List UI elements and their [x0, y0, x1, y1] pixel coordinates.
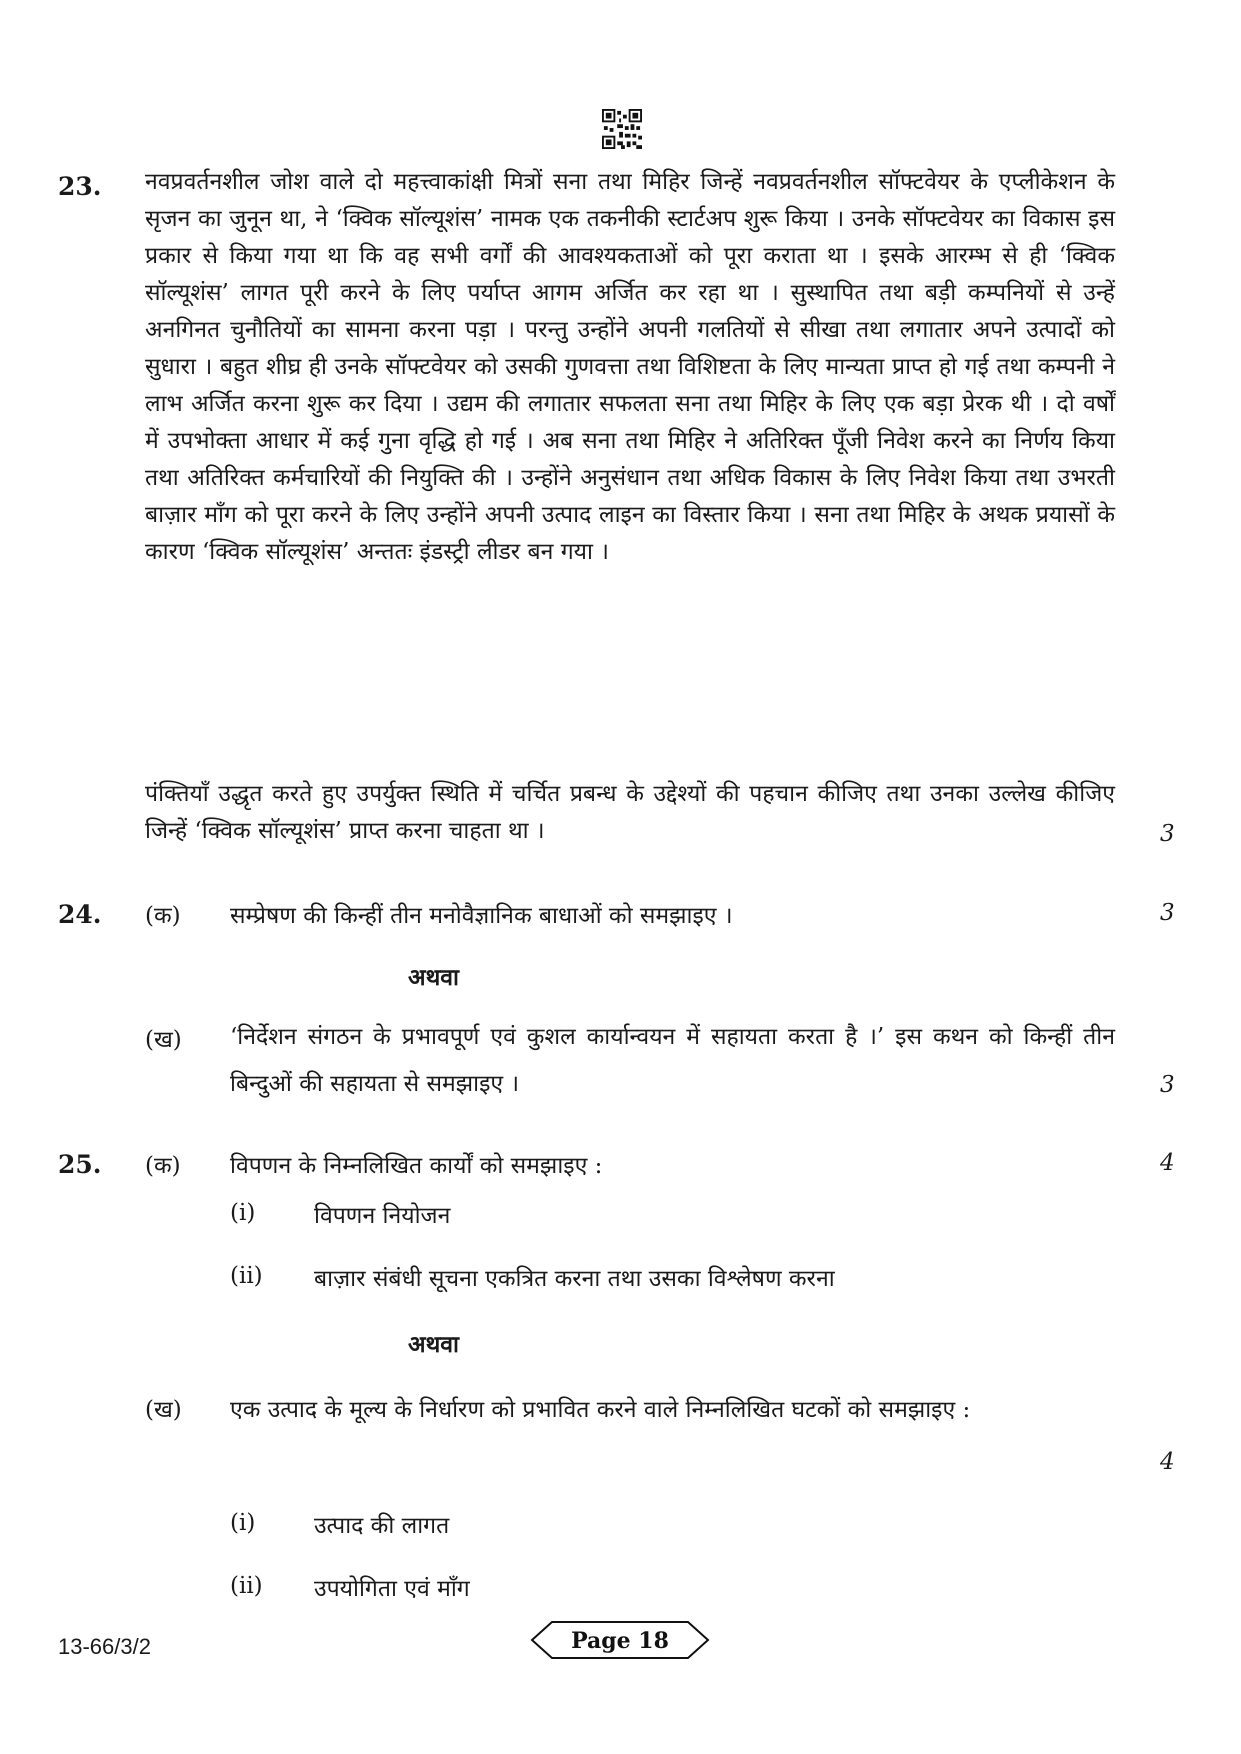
- item-label: (i): [230, 1200, 256, 1226]
- page-number: Page 18: [571, 1628, 669, 1654]
- question-number: 24.: [58, 900, 102, 929]
- marks: 3: [1160, 1072, 1175, 1098]
- page-number-badge: [530, 1620, 710, 1660]
- item-label: (ii): [230, 1573, 263, 1599]
- option-a-text: विपणन के निम्नलिखित कार्यों को समझाइए :: [230, 1153, 603, 1179]
- item-label: (ii): [230, 1263, 263, 1289]
- item-text: बाज़ार संबंधी सूचना एकत्रित करना तथा उसका विश्लेषण करना: [314, 1266, 835, 1292]
- marks: 3: [1160, 900, 1175, 926]
- question-number: 25.: [58, 1150, 102, 1179]
- marks: 4: [1160, 1449, 1175, 1475]
- item-label: (i): [230, 1510, 256, 1536]
- marks: 3: [1160, 821, 1175, 847]
- marks: 4: [1160, 1150, 1175, 1176]
- option-b-label: (ख): [145, 1397, 182, 1423]
- question-text: पंक्तियाँ उद्धृत करते हुए उपर्युक्त स्थिति में चर्चित प्रबन्ध के उद्देश्यों की पहचान कीजिए तथा उनका उल्लेख कीजिए जिन्हें ‘क्विक सॉल्यूशंस’ प्राप्त करना चाहता था ।: [145, 781, 1115, 844]
- item-text: विपणन नियोजन: [314, 1203, 451, 1229]
- option-b-text: ‘निर्देशन संगठन के प्रभावपूर्ण एवं कुशल कार्यान्वयन में सहायता करता है ।’ इस कथन को किन्हीं तीन बिन्दुओं की सहायता से समझाइए ।: [230, 1024, 1115, 1097]
- paper-code: 13-66/3/2: [58, 1634, 151, 1659]
- or-separator: अथवा: [408, 964, 460, 991]
- item-text: उत्पाद की लागत: [314, 1513, 450, 1539]
- option-a-label: (क): [145, 903, 181, 929]
- option-a-text: सम्प्रेषण की किन्हीं तीन मनोवैज्ञानिक बाधाओं को समझाइए ।: [230, 903, 733, 929]
- item-text: उपयोगिता एवं माँग: [314, 1576, 470, 1602]
- option-b-text: एक उत्पाद के मूल्य के निर्धारण को प्रभावित करने वाले निम्नलिखित घटकों को समझाइए :: [230, 1397, 971, 1423]
- qr-code-icon: [602, 108, 642, 150]
- question-number: 23.: [58, 172, 102, 201]
- or-separator: अथवा: [408, 1331, 460, 1358]
- case-paragraph: नवप्रवर्तनशील जोश वाले दो महत्त्वाकांक्षी मित्रों सना तथा मिहिर जिन्हें नवप्रवर्तनशील सॉफ्टवेयर के एप्लीकेशन के सृजन का जुनून था, ने ‘क्विक सॉल्यूशंस’ नामक एक तकनीकी स्टार्टअप शुरू किया । उनके सॉफ्टवेयर का विकास इस प्रकार से किया गया था कि वह सभी वर्गों की आवश्यकताओं को पूरा कराता था । इसके आरम्भ से ही ‘क्विक सॉल्यूशंस’ लागत पूरी करने के लिए पर्याप्त आगम अर्जित कर रहा था । सुस्थापित तथा बड़ी कम्पनियों से उन्हें अनगिनत चुनौतियों का सामना करना पड़ा । परन्तु उन्होंने अपनी गलतियों से सीखा तथा लगातार अपने उत्पादों को सुधारा । बहुत शीघ्र ही उनके सॉफ्टवेयर को उसकी गुणवत्ता तथा विशिष्टता के लिए मान्यता प्राप्त हो गई तथा कम्पनी ने लाभ अर्जित करना शुरू कर दिया । उद्यम की लगातार सफलता सना तथा मिहिर के लिए एक बड़ा प्रेरक थी । दो वर्षों में उपभोक्ता आधार में कई गुना वृद्धि हो गई । अब सना तथा मिहिर ने अतिरिक्त पूँजी निवेश करने का निर्णय किया तथा अतिरिक्त कर्मचारियों की नियुक्ति की । उन्होंने अनुसंधान तथा अधिक विकास के लिए निवेश किया तथा उभरती बाज़ार माँग को पूरा करने के लिए उन्होंने अपनी उत्पाद लाइन का विस्तार किया । सना तथा मिहिर के अथक प्रयासों के कारण ‘क्विक सॉल्यूशंस’ अन्ततः इंडस्ट्री लीडर बन गया ।: [145, 169, 1115, 565]
- option-b-label: (ख): [145, 1027, 182, 1053]
- option-a-label: (क): [145, 1153, 181, 1179]
